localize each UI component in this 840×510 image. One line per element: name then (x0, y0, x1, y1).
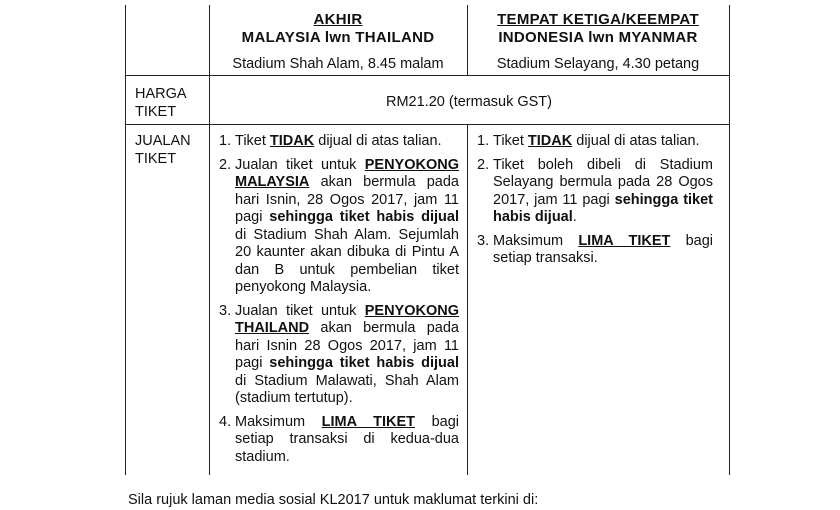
header-final (209, 11, 467, 73)
sales-label-line2: TIKET (135, 151, 177, 167)
item-emphasis: LIMA TIKET (321, 413, 416, 430)
table-rule-1 (125, 75, 730, 76)
item-text: Jualan tiket untuk (235, 156, 365, 173)
item-text: dijual di atas talian. (314, 133, 442, 149)
item-strong: sehingga tiket habis dijual (269, 355, 459, 371)
item-emphasis: TIDAK (527, 133, 573, 149)
header-third (467, 11, 729, 73)
item-number: 3. (477, 232, 490, 249)
item-text: Maksimum (493, 232, 579, 249)
item-emphasis: PENYOKONG MALAYSIA (235, 156, 459, 190)
item-text: . (572, 209, 577, 225)
item-text: bagi setiap transaksi di kedua-dua stadium. (235, 413, 459, 465)
list-item (477, 133, 713, 151)
header-third-venue: Stadium Selayang, 4.30 petang (496, 56, 700, 72)
item-emphasis: TIDAK (269, 133, 315, 149)
sales-label (135, 132, 191, 168)
header-final-match: MALAYSIA lwn THAILAND (241, 29, 435, 46)
footer-note: Sila rujuk laman media sosial KL2017 untuk maklumat terkini di: (128, 492, 539, 508)
item-number: 2. (477, 156, 490, 173)
header-final-title: AKHIR (313, 11, 363, 28)
item-strong: sehingga tiket habis dijual (493, 191, 714, 225)
item-strong: sehingga tiket habis dijual (269, 209, 459, 225)
list-item (219, 157, 459, 297)
item-text: akan bermula pada hari Isnin, 28 Ogos 2017, jam 11 pagi (235, 174, 459, 225)
header-third-title: TEMPAT KETIGA/KEEMPAT (497, 11, 699, 28)
item-number: 1. (477, 133, 490, 149)
sales-label-line1: JUALAN (135, 133, 191, 149)
price-label-line1: HARGA (135, 86, 187, 102)
table-rule-2 (125, 124, 730, 125)
table-divider-sales (467, 124, 468, 475)
item-text: bagi setiap transaksi. (493, 232, 713, 266)
item-text: Tiket (493, 133, 528, 149)
item-emphasis: PENYOKONG THAILAND (235, 302, 459, 336)
header-final-venue: Stadium Shah Alam, 8.45 malam (232, 56, 444, 72)
list-item (477, 233, 713, 268)
item-text: Tiket boleh dibeli di Stadium Selayang bermula pada 28 Ogos 2017, jam 11 pagi (493, 156, 713, 208)
list-item (219, 303, 459, 408)
item-number: 4. (219, 413, 232, 430)
list-item (219, 414, 459, 467)
price-label (135, 85, 187, 121)
item-number: 1. (219, 133, 232, 149)
item-text: di Stadium Shah Alam. Sejumlah 20 kaunter akan dibuka di Pintu A dan B untuk pembelian tiket penyokong Malaysia. (235, 226, 459, 295)
item-text: Jualan tiket untuk (235, 302, 365, 319)
item-number: 3. (219, 302, 232, 319)
item-text: Tiket (235, 133, 270, 149)
list-item (219, 133, 459, 151)
item-emphasis: LIMA TIKET (578, 232, 671, 249)
final-sales-list (219, 133, 459, 472)
price-label-line2: TIKET (135, 104, 177, 120)
item-text: Maksimum (235, 413, 322, 430)
item-text: di Stadium Malawati, Shah Alam (stadium tertutup). (235, 372, 459, 406)
header-third-match: INDONESIA lwn MYANMAR (498, 29, 698, 46)
ticket-info-table (125, 5, 730, 475)
third-sales-list (477, 133, 713, 274)
item-text: dijual di atas talian. (572, 133, 700, 149)
item-text: akan bermula pada hari Isnin 28 Ogos 2017, jam 11 pagi (235, 320, 459, 371)
price-value: RM21.20 (termasuk GST) (386, 94, 552, 110)
list-item (477, 157, 713, 227)
item-number: 2. (219, 156, 232, 173)
